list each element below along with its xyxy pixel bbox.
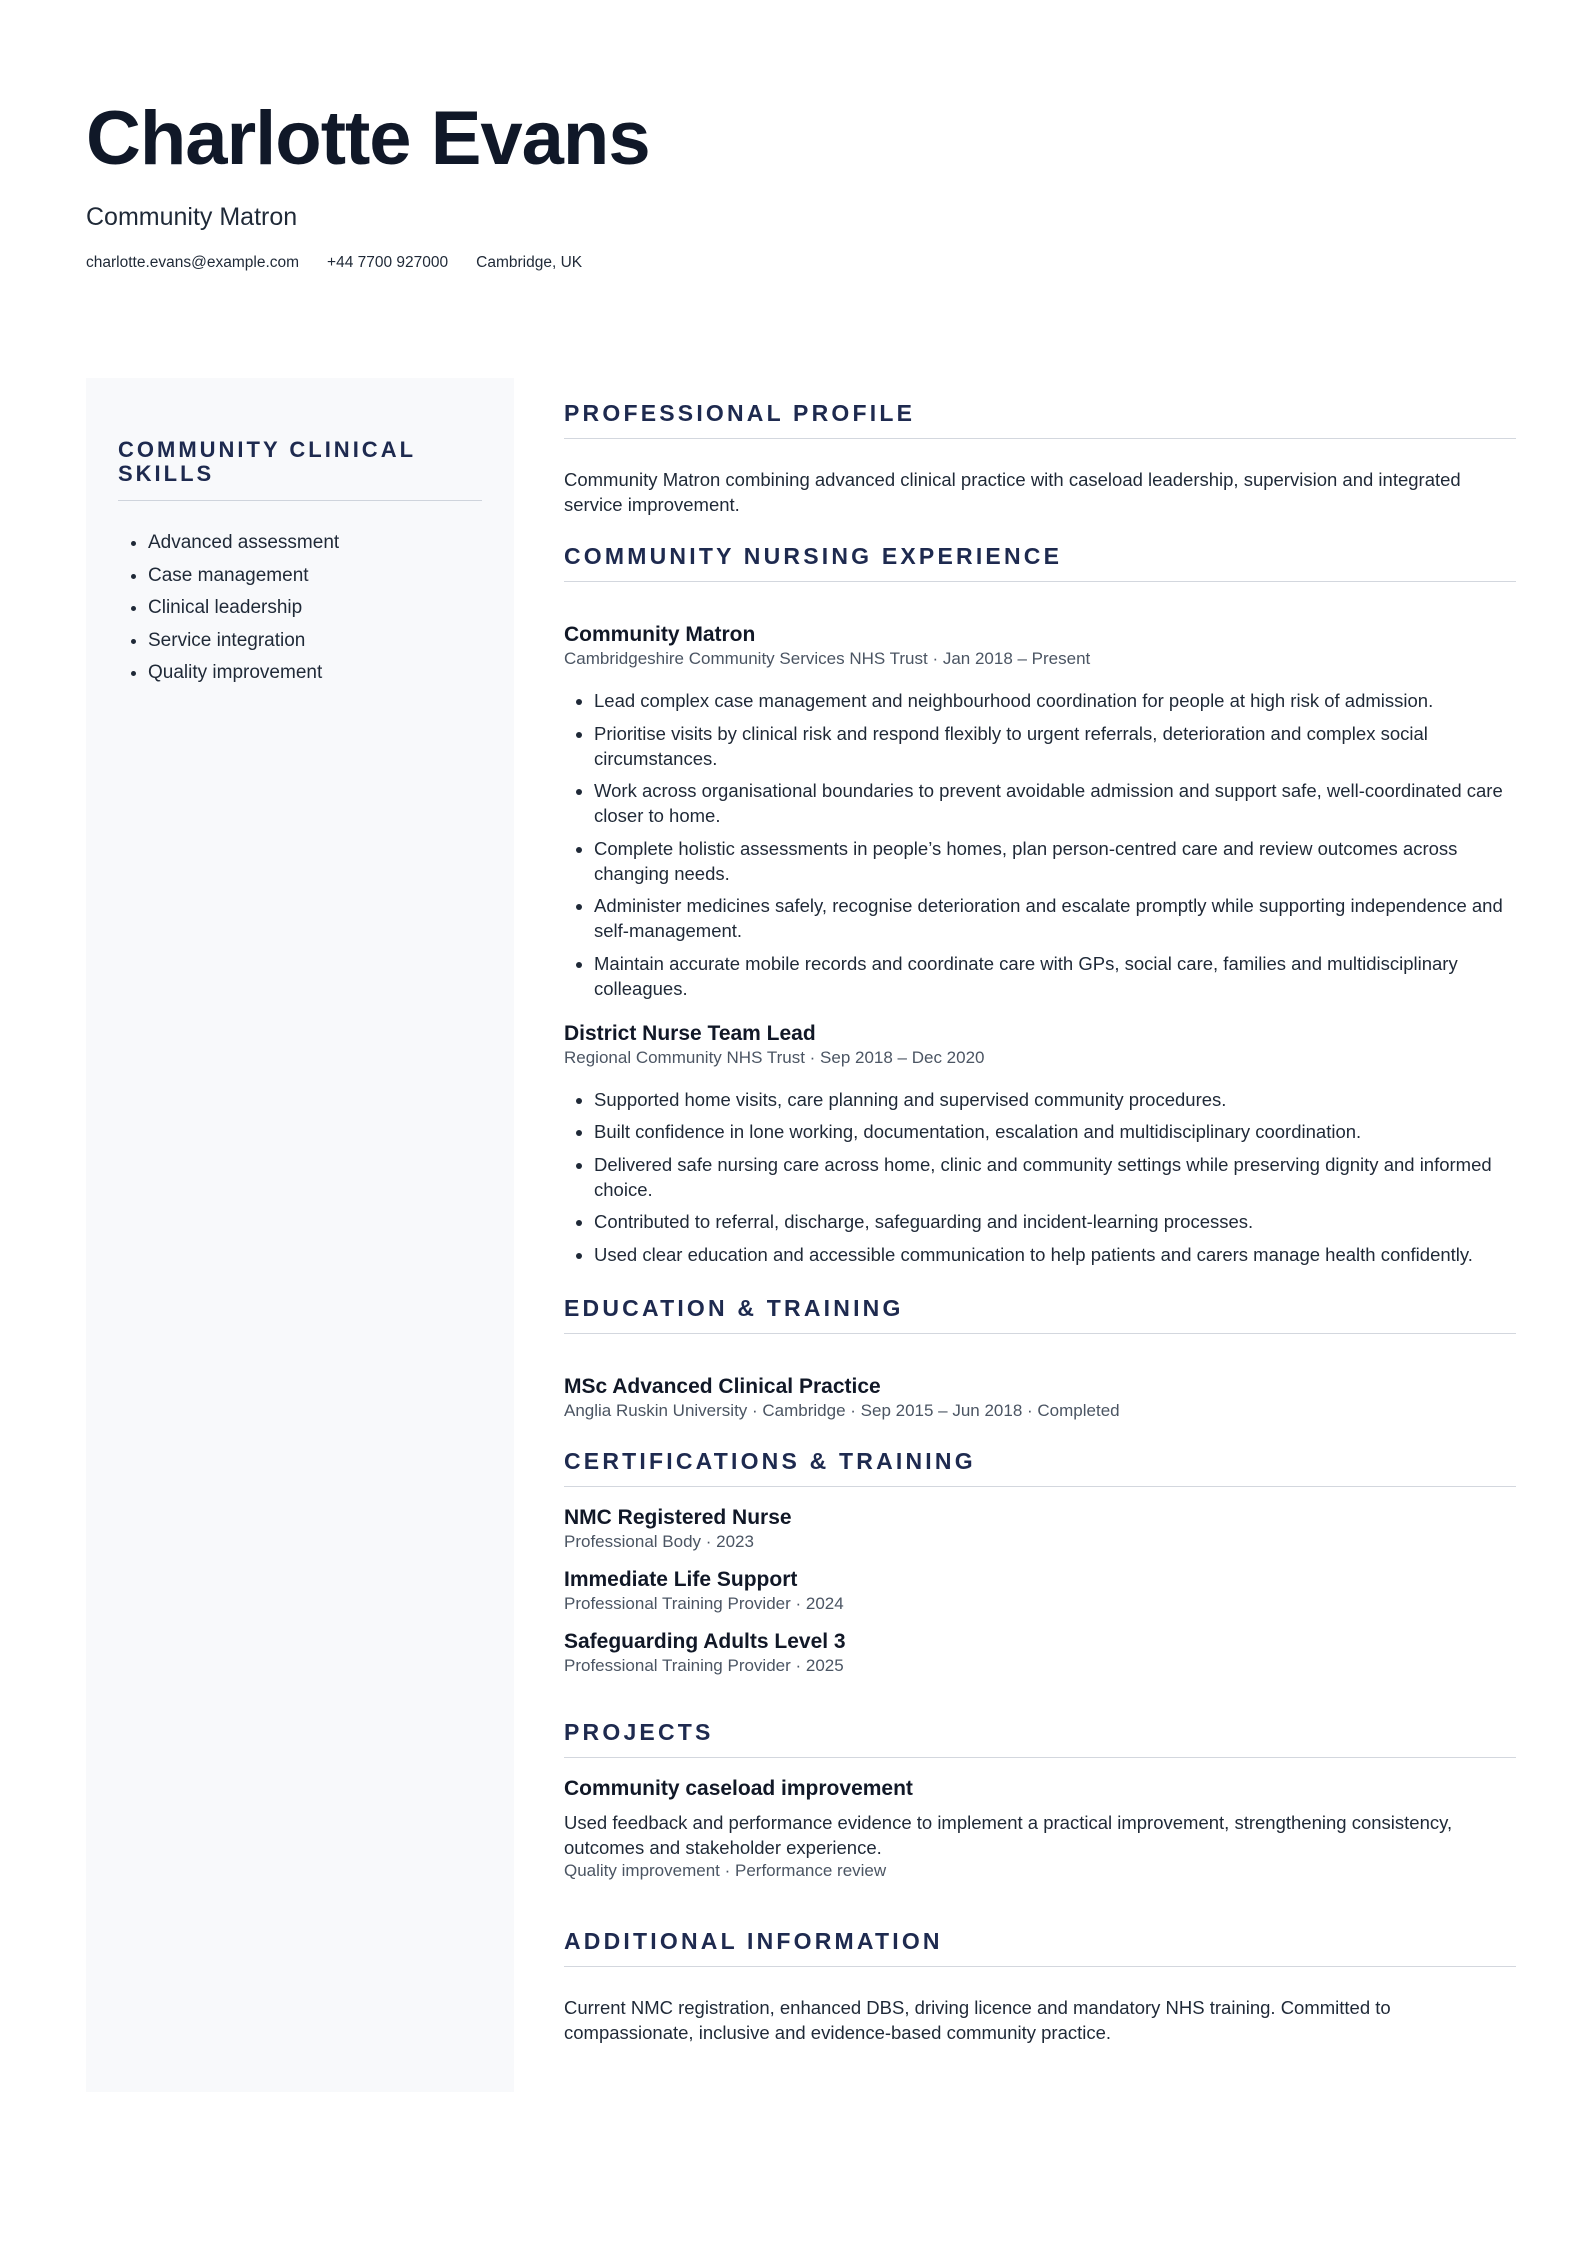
skill-item: • Clinical leadership (148, 592, 482, 625)
education-heading: EDUCATION & TRAINING (564, 1295, 1516, 1334)
skills-list (118, 527, 482, 690)
job-bullets (564, 1087, 1516, 1267)
certification-meta: Professional Body · 2023 (564, 1531, 754, 1551)
job-bullet: • Supported home visits, care planning and supervised community procedures. (594, 1087, 1516, 1112)
skill-item: • Advanced assessment (148, 527, 482, 560)
job-title: Community Matron (564, 623, 756, 646)
additional-text: Current NMC registration, enhanced DBS, driving licence and mandatory NHS training. Committed to compassionate, inclusive and evidence-based community practice. (564, 1996, 1391, 2043)
skill-item: • Quality improvement (148, 657, 482, 690)
job-title: District Nurse Team Lead (564, 1021, 816, 1045)
contact-line (86, 254, 1506, 272)
certification-entry (564, 1505, 1516, 1553)
job-bullet: • Administer medicines safely, recognise deterioration and escalate promptly while supporting independence and self-management. (594, 893, 1516, 943)
job-bullet: • Built confidence in lone working, documentation, escalation and multidisciplinary coordination. (594, 1119, 1516, 1144)
certification-meta: Professional Training Provider · 2025 (564, 1655, 844, 1675)
certification-title: Safeguarding Adults Level 3 (564, 1629, 846, 1653)
profile-heading: PROFESSIONAL PROFILE (564, 400, 1516, 439)
additional-heading: ADDITIONAL INFORMATION (564, 1928, 1516, 1967)
skills-sidebar (86, 378, 514, 2092)
education-entry (564, 1374, 1516, 1422)
contact-location: Cambridge, UK (476, 254, 583, 271)
job-entry (564, 622, 1516, 1001)
job-bullet: • Maintain accurate mobile records and coordinate care with GPs, social care, families and multidisciplinary colleagues. (594, 951, 1516, 1001)
experience-heading: COMMUNITY NURSING EXPERIENCE (564, 543, 1516, 582)
profile-text: Community Matron combining advanced clinical practice with caseload leadership, supervision and integrated service improvement. (564, 469, 1461, 515)
job-bullet: • Prioritise visits by clinical risk and respond flexibly to urgent referrals, deterioration and complex social circumstances. (594, 721, 1516, 771)
job-bullet: • Lead complex case management and neighbourhood coordination for people at high risk of admission. (594, 688, 1516, 713)
job-bullet: • Delivered safe nursing care across home, clinic and community settings while preserving dignity and informed choice. (594, 1152, 1516, 1202)
contact-email[interactable]: charlotte.evans@example.com (86, 254, 300, 271)
projects-heading: PROJECTS (564, 1719, 1516, 1758)
resume-header (86, 94, 1506, 272)
skill-item: • Case management (148, 560, 482, 593)
job-bullet: • Contributed to referral, discharge, safeguarding and incident-learning processes. (594, 1209, 1516, 1234)
certification-entry (564, 1629, 1516, 1677)
candidate-name: Charlotte Evans (86, 96, 650, 181)
contact-phone[interactable]: +44 7700 927000 (327, 254, 449, 271)
certification-title: Immediate Life Support (564, 1567, 798, 1591)
job-meta: Cambridgeshire Community Services NHS Trust · Jan 2018 – Present (564, 649, 1091, 668)
project-text: Used feedback and performance evidence to implement a practical improvement, strengthening consistency, outcomes and stakeholder experience. (564, 1811, 1453, 1858)
certifications-heading: CERTIFICATIONS & TRAINING (564, 1448, 1516, 1487)
degree-meta: Anglia Ruskin University · Cambridge · Sep 2015 – Jun 2018 · Completed (564, 1400, 1120, 1420)
job-bullet: • Work across organisational boundaries to prevent avoidable admission and support safe, well-coordinated care closer to home. (594, 778, 1516, 828)
certification-title: NMC Registered Nurse (564, 1505, 792, 1529)
degree-title: MSc Advanced Clinical Practice (564, 1374, 881, 1398)
job-meta: Regional Community NHS Trust · Sep 2018 – Dec 2020 (564, 1047, 985, 1067)
certification-entry (564, 1567, 1516, 1615)
project-entry (564, 1776, 1516, 1882)
job-entry (564, 1021, 1516, 1267)
certification-meta: Professional Training Provider · 2024 (564, 1593, 844, 1613)
project-title: Community caseload improvement (564, 1776, 913, 1800)
skills-heading: COMMUNITY CLINICAL SKILLS (118, 438, 482, 501)
project-meta: Quality improvement · Performance review (564, 1860, 887, 1880)
skill-item: • Service integration (148, 625, 482, 658)
job-bullet: • Used clear education and accessible communication to help patients and carers manage health confidently. (594, 1242, 1516, 1267)
main-column (564, 400, 1516, 2045)
candidate-role: Community Matron (86, 203, 298, 231)
job-bullets (564, 688, 1516, 1001)
job-bullet: • Complete holistic assessments in people’s homes, plan person-centred care and review outcomes across changing needs. (594, 836, 1516, 886)
